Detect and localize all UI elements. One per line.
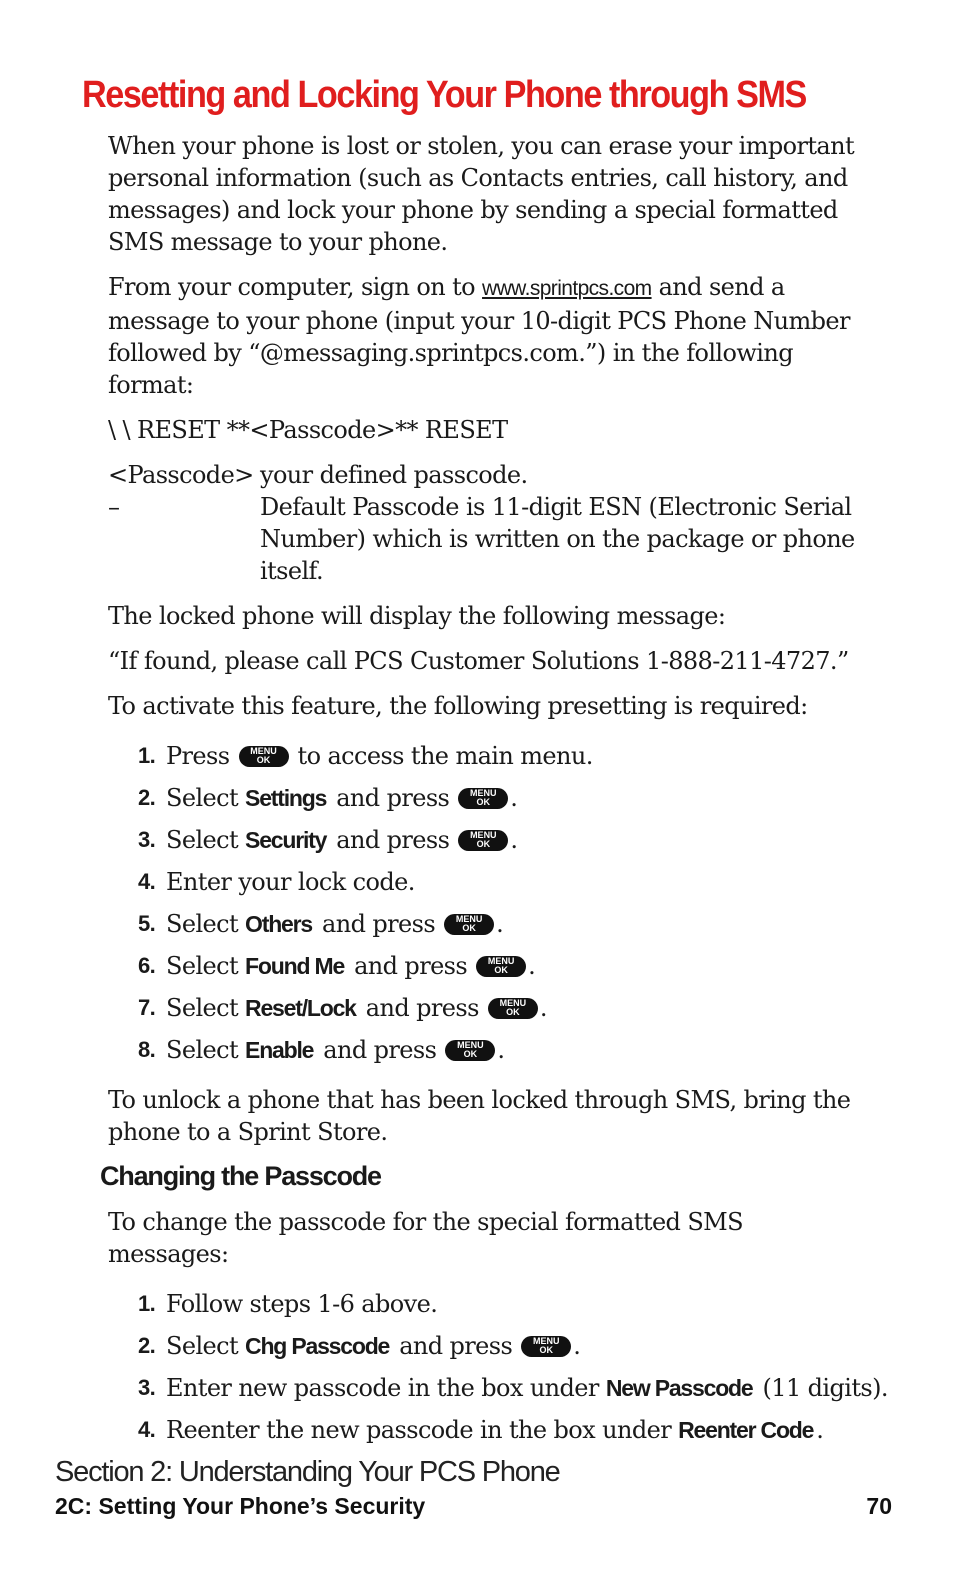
preset-steps-list (108, 735, 868, 1071)
menu-key-label: MENU (455, 914, 483, 924)
menu-ok-key-icon (444, 914, 494, 935)
menu-ok-key-icon (521, 1336, 571, 1357)
step-punctuation: . (510, 784, 518, 812)
ok-key-label: OK (539, 1345, 553, 1355)
ok-key-label: OK (476, 797, 491, 807)
passcode-desc-line1: your defined passcode. (260, 461, 528, 489)
sign-on-text-cont: and send a message to your phone (input your 10-digit PCS Phone Number followed by “@messaging.sprintpcs.com.”) in the following format: (108, 273, 850, 399)
format-line: \ \ RESET **<Passcode>** RESET (108, 416, 508, 444)
step-text-cont: and press (323, 1036, 437, 1064)
passcode-desc-line2: Default Passcode is 11-digit ESN (Electronic Serial Number) which is written on the package or phone itself. (260, 493, 855, 585)
footer-chapter-title: 2C: Setting Your Phone’s Security (55, 1493, 426, 1519)
step-number: 8. (138, 1037, 156, 1062)
step-number: 2. (138, 1333, 156, 1358)
step-number: 2. (138, 785, 156, 810)
menu-key-label: MENU (533, 1336, 560, 1346)
menu-option-label: Found Me (245, 952, 345, 979)
passcode-definition (108, 459, 868, 587)
main-content (100, 130, 888, 1464)
step-text-cont: to access the main menu. (297, 742, 593, 770)
menu-option-label: New Passcode (605, 1374, 753, 1401)
menu-key-label: MENU (499, 998, 527, 1008)
step-punctuation: . (573, 1332, 581, 1360)
menu-ok-key-icon (239, 746, 289, 767)
step-punctuation: . (816, 1416, 824, 1444)
page-title: Resetting and Locking Your Phone through SMS (82, 74, 806, 116)
step-text-cont: and press (336, 784, 450, 812)
menu-key-label: MENU (457, 1040, 484, 1050)
sign-on-text: From your computer, sign on to (108, 273, 483, 301)
step-text-cont: (11 digits). (762, 1374, 888, 1402)
step-item (138, 819, 868, 861)
step-text-cont: and press (336, 826, 450, 854)
step-punctuation: . (496, 910, 504, 938)
footer-section-title: Section 2: Understanding Your PCS Phone (55, 1456, 560, 1488)
menu-ok-key-icon (458, 788, 508, 809)
ok-key-label: OK (463, 1049, 478, 1059)
menu-key-label: MENU (470, 788, 497, 798)
step-text: Reenter the new passcode in the box under (166, 1416, 672, 1444)
menu-option-label: Reenter Code (678, 1416, 814, 1443)
step-number: 4. (138, 869, 156, 894)
menu-ok-key-icon (476, 956, 526, 977)
step-text: Select (166, 910, 239, 938)
step-number: 1. (138, 743, 156, 768)
ok-key-label: OK (462, 923, 476, 933)
step-punctuation: . (510, 826, 518, 854)
step-number: 1. (138, 1291, 156, 1316)
step-text-cont: and press (322, 910, 436, 938)
step-item (138, 777, 868, 819)
menu-option-label: Security (245, 826, 327, 853)
step-text: Select (166, 1332, 239, 1360)
changing-passcode-heading: Changing the Passcode (100, 1161, 381, 1191)
ok-key-label: OK (256, 755, 271, 765)
step-text: Enter new passcode in the box under (166, 1374, 599, 1402)
menu-option-label: Reset/Lock (245, 994, 356, 1021)
step-item (138, 987, 868, 1029)
step-number: 5. (138, 911, 156, 936)
passcode-description (260, 459, 868, 587)
activate-intro: To activate this feature, the following presetting is required: (108, 692, 808, 720)
step-punctuation: . (497, 1036, 505, 1064)
step-item (138, 945, 868, 987)
step-text: Select (166, 826, 239, 854)
step-item (138, 1409, 868, 1451)
menu-ok-key-icon (445, 1040, 495, 1061)
step-text-cont: and press (354, 952, 468, 980)
step-text: Follow steps 1-6 above. (166, 1290, 438, 1318)
menu-ok-key-icon (488, 998, 538, 1019)
step-number: 3. (138, 1375, 156, 1400)
change-steps-list (108, 1283, 888, 1451)
menu-option-label: Others (245, 910, 312, 937)
locked-message: “If found, please call PCS Customer Solutions 1-888-211-4727.” (108, 647, 849, 675)
ok-key-label: OK (506, 1007, 520, 1017)
step-item (138, 735, 868, 777)
unlock-paragraph: To unlock a phone that has been locked through SMS, bring the phone to a Sprint Store. (108, 1086, 851, 1146)
menu-option-label: Enable (245, 1036, 314, 1063)
menu-option-label: Chg Passcode (245, 1332, 390, 1359)
step-text-cont: and press (399, 1332, 513, 1360)
menu-ok-key-icon (458, 830, 508, 851)
step-number: 3. (138, 827, 156, 852)
step-item (138, 861, 868, 903)
menu-key-label: MENU (250, 746, 277, 756)
step-text: Enter your lock code. (166, 868, 415, 896)
step-text: Select (166, 994, 239, 1022)
step-item (138, 1325, 868, 1367)
ok-key-label: OK (494, 965, 508, 975)
step-punctuation: . (528, 952, 536, 980)
passcode-term: <Passcode> – (108, 461, 254, 521)
step-item (138, 1283, 868, 1325)
menu-key-label: MENU (470, 830, 497, 840)
step-punctuation: . (539, 994, 547, 1022)
step-number: 7. (138, 995, 156, 1020)
step-text: Select (166, 952, 239, 980)
sign-on-paragraph (108, 271, 868, 401)
ok-key-label: OK (476, 839, 491, 849)
step-item (138, 903, 868, 945)
step-text-cont: and press (365, 994, 479, 1022)
step-text: Select (166, 1036, 239, 1064)
locked-display-text: The locked phone will display the following message: (108, 602, 726, 630)
menu-key-label: MENU (487, 956, 515, 966)
page-number: 70 (866, 1493, 892, 1519)
step-text: Select (166, 784, 239, 812)
step-item (138, 1367, 888, 1409)
step-item (138, 1029, 868, 1071)
menu-option-label: Settings (245, 784, 327, 811)
step-text: Press (166, 742, 230, 770)
step-number: 6. (138, 953, 156, 978)
intro-paragraph: When your phone is lost or stolen, you can erase your important personal information (such as Contacts entries, call history, and messages) and lock your phone by sending a special formatted SMS message to your phone. (108, 132, 855, 256)
change-intro: To change the passcode for the special formatted SMS messages: (108, 1208, 743, 1268)
sprintpcs-link[interactable]: www.sprintpcs.com (482, 277, 652, 300)
step-number: 4. (138, 1417, 156, 1442)
